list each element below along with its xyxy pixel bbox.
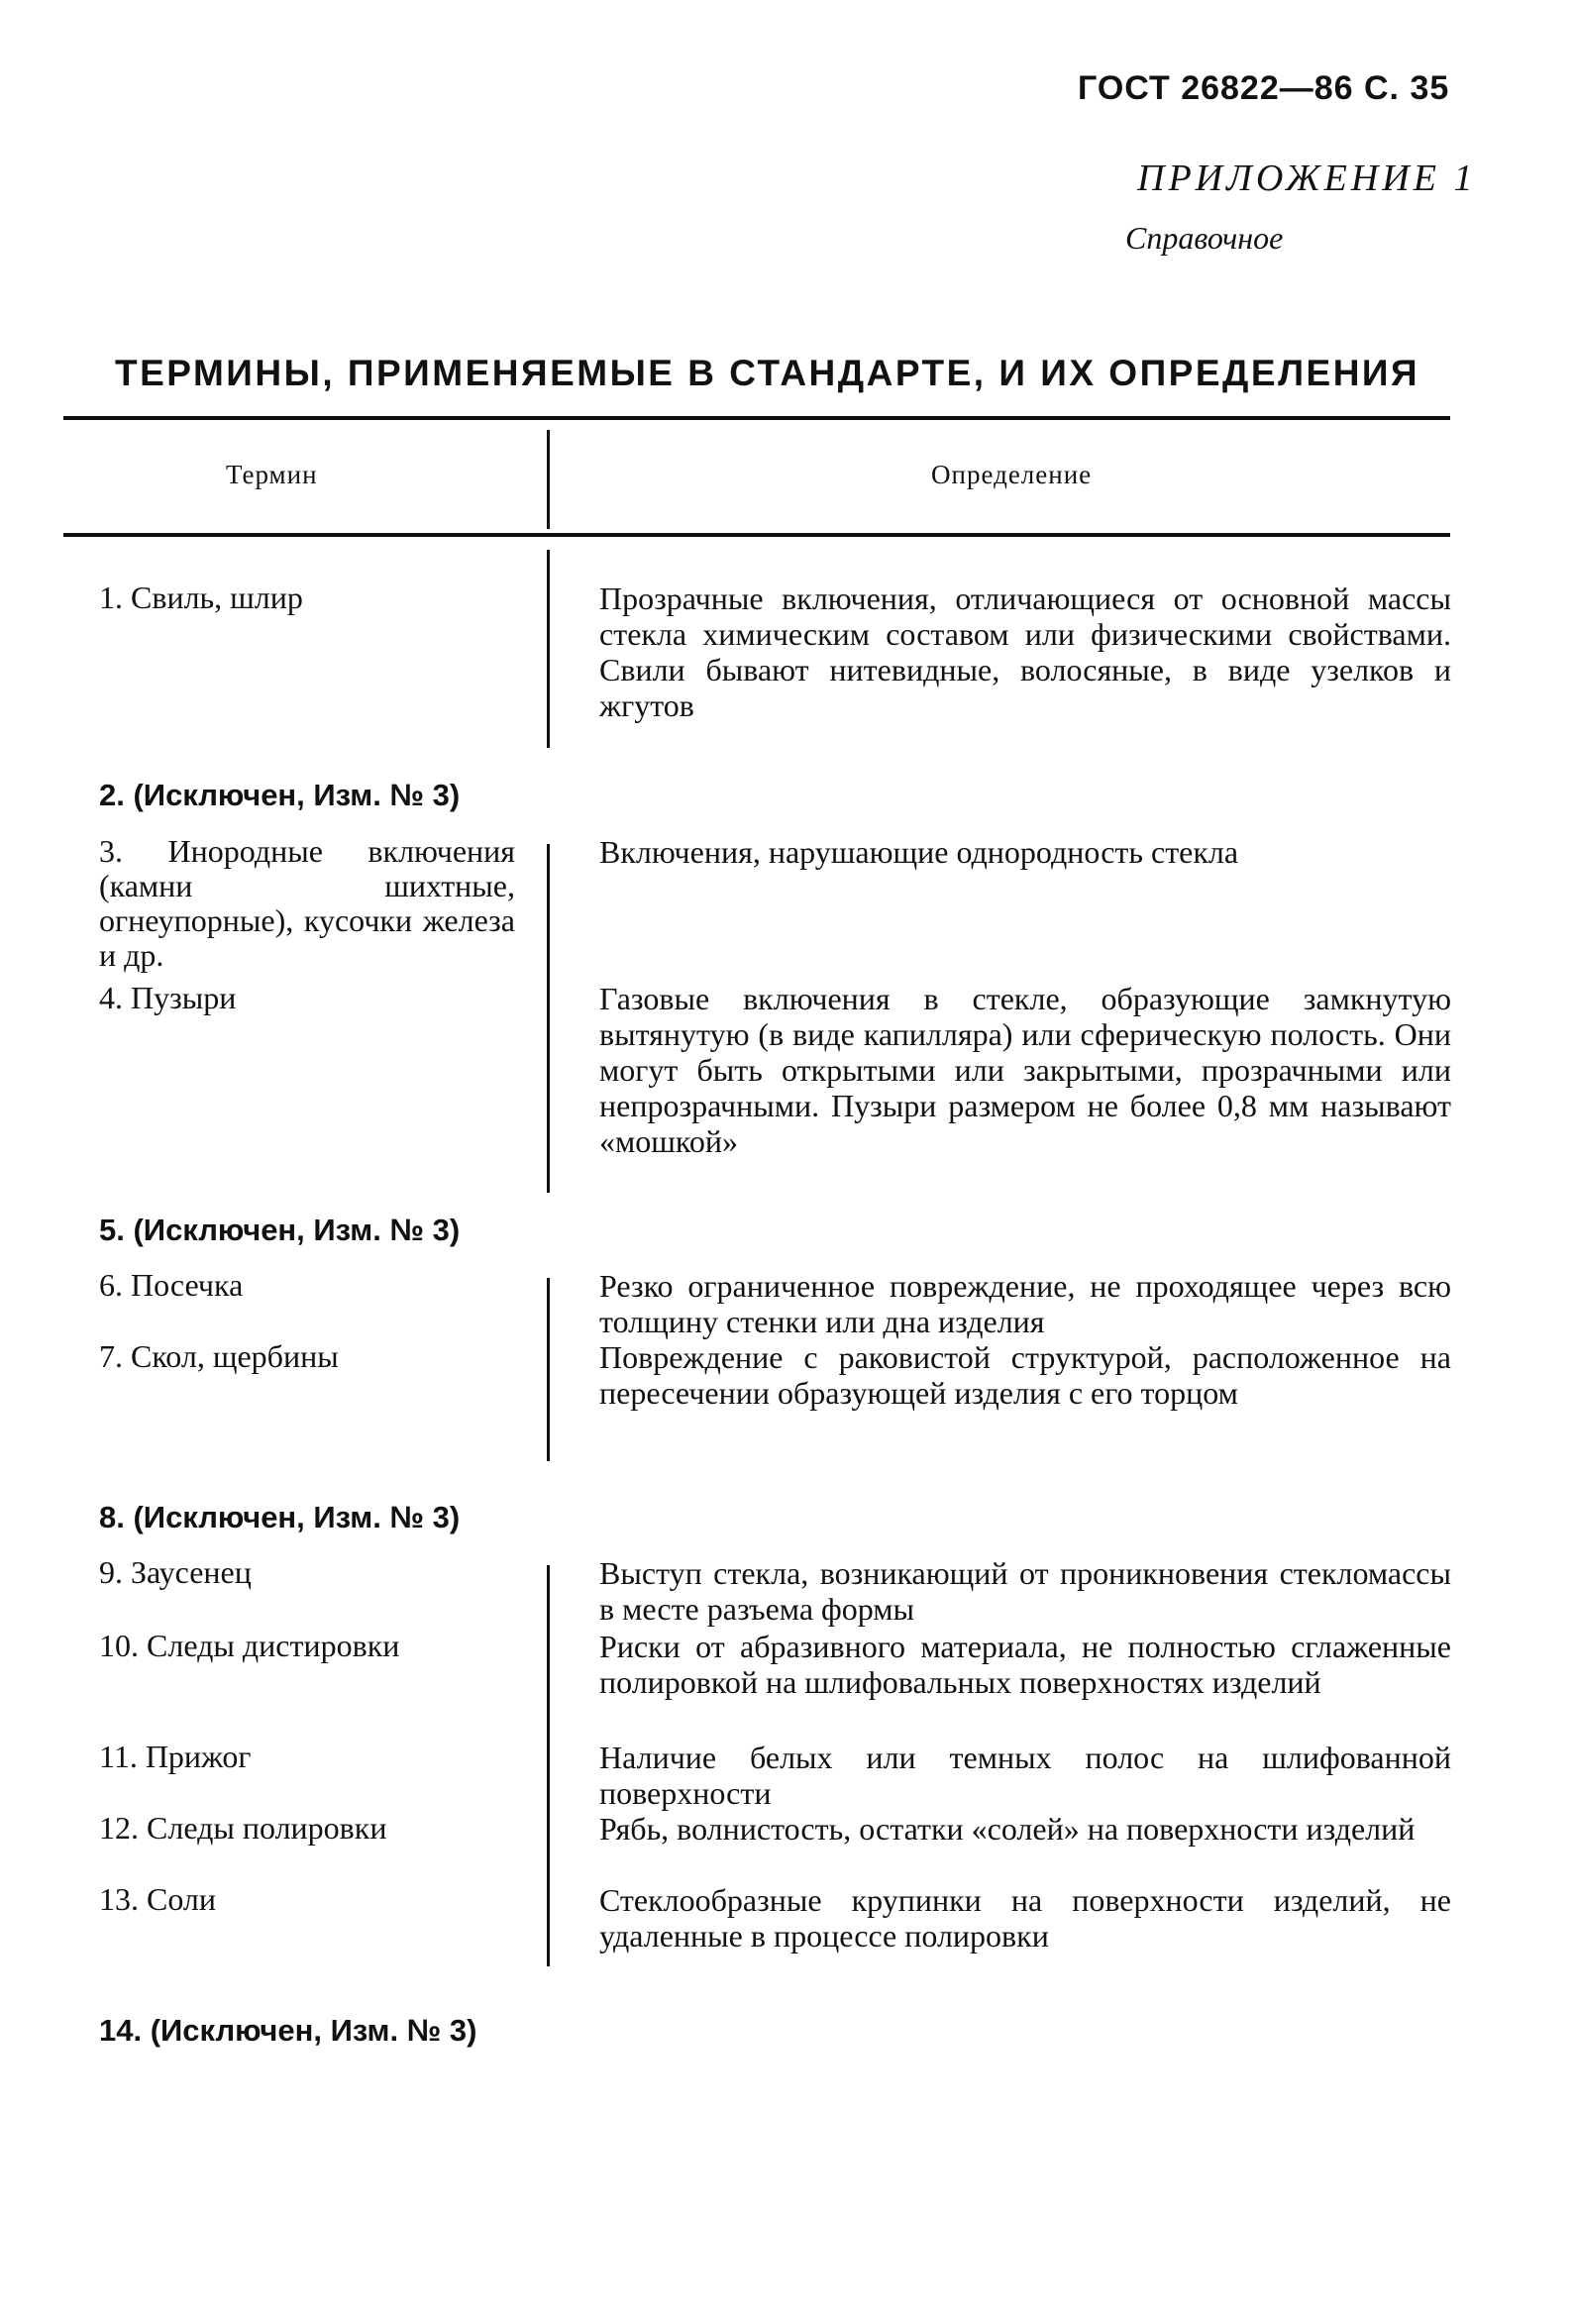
standard-reference: ГОСТ 26822—86 С. 35	[1078, 69, 1450, 107]
term-cell: 1. Свиль, шлир	[99, 580, 303, 615]
definition-cell: Рябь, волнистость, остатки «солей» на поверхности изделий	[599, 1811, 1416, 1847]
column-divider	[547, 844, 550, 1193]
appendix-label: ПРИЛОЖЕНИЕ 1	[1137, 158, 1477, 199]
term-cell: 7. Скол, щербины	[99, 1338, 339, 1374]
excluded-term: 8. (Исключен, Изм. № 3)	[99, 1500, 461, 1534]
definition-cell: Стеклообразные крупинки на поверхности изделий, не удаленные в процессе полировки	[599, 1882, 1451, 1954]
column-header-term: Термин	[226, 460, 318, 489]
term-cell: 3. Инородные включения (камни шихтные, огнеупорные), кусочки железа и др.	[99, 833, 515, 973]
term-cell: 12. Следы полировки	[99, 1810, 387, 1846]
column-divider	[547, 1278, 550, 1461]
excluded-term: 14. (Исключен, Изм. № 3)	[99, 2013, 477, 2048]
term-cell: 13. Соли	[99, 1881, 217, 1917]
term-cell: 9. Заусенец	[99, 1554, 252, 1590]
term-cell: 4. Пузыри	[99, 980, 237, 1015]
column-divider	[547, 1565, 550, 1966]
definition-cell: Включения, нарушающие однородность стекла	[599, 834, 1239, 870]
definition-cell: Газовые включения в стекле, образующие замкнутую вытянутую (в виде капилляра) или сферическую полость. Они могут быть открытыми или закрытыми, прозрачными или непрозрачными. Пузыри размером не более 0,8 мм называют «мошкой»	[599, 981, 1451, 1159]
term-cell: 11. Прижог	[99, 1739, 252, 1774]
document-title: ТЕРМИНЫ, ПРИМЕНЯЕМЫЕ В СТАНДАРТЕ, И ИХ ОПРЕДЕЛЕНИЯ	[115, 353, 1420, 393]
term-cell: 6. Посечка	[99, 1267, 244, 1303]
term-cell: 10. Следы дистировки	[99, 1628, 400, 1663]
definition-cell: Риски от абразивного материала, не полностью сглаженные полировкой на шлифовальных поверхностях изделий	[599, 1629, 1451, 1700]
definition-cell: Повреждение с раковистой структурой, расположенное на пересечении образующей изделия с его торцом	[599, 1339, 1451, 1411]
appendix-type: Справочное	[1125, 220, 1284, 256]
excluded-term: 5. (Исключен, Изм. № 3)	[99, 1213, 461, 1247]
column-divider	[547, 550, 550, 748]
definition-cell: Выступ стекла, возникающий от проникновения стекломассы в месте разъема формы	[599, 1555, 1451, 1627]
definition-cell: Резко ограниченное повреждение, не проходящее через всю толщину стенки или дна изделия	[599, 1268, 1451, 1339]
excluded-term: 2. (Исключен, Изм. № 3)	[99, 778, 461, 812]
definition-cell: Прозрачные включения, отличающиеся от основной массы стекла химическим составом или физическими свойствами. Свили бывают нитевидные, волосяные, в виде узелков и жгутов	[599, 581, 1451, 723]
table-header-rule	[63, 533, 1450, 537]
table-top-rule	[63, 416, 1450, 420]
definition-cell: Наличие белых или темных полос на шлифованной поверхности	[599, 1740, 1451, 1811]
column-header-definition: Определение	[931, 460, 1093, 489]
column-divider	[547, 430, 550, 529]
